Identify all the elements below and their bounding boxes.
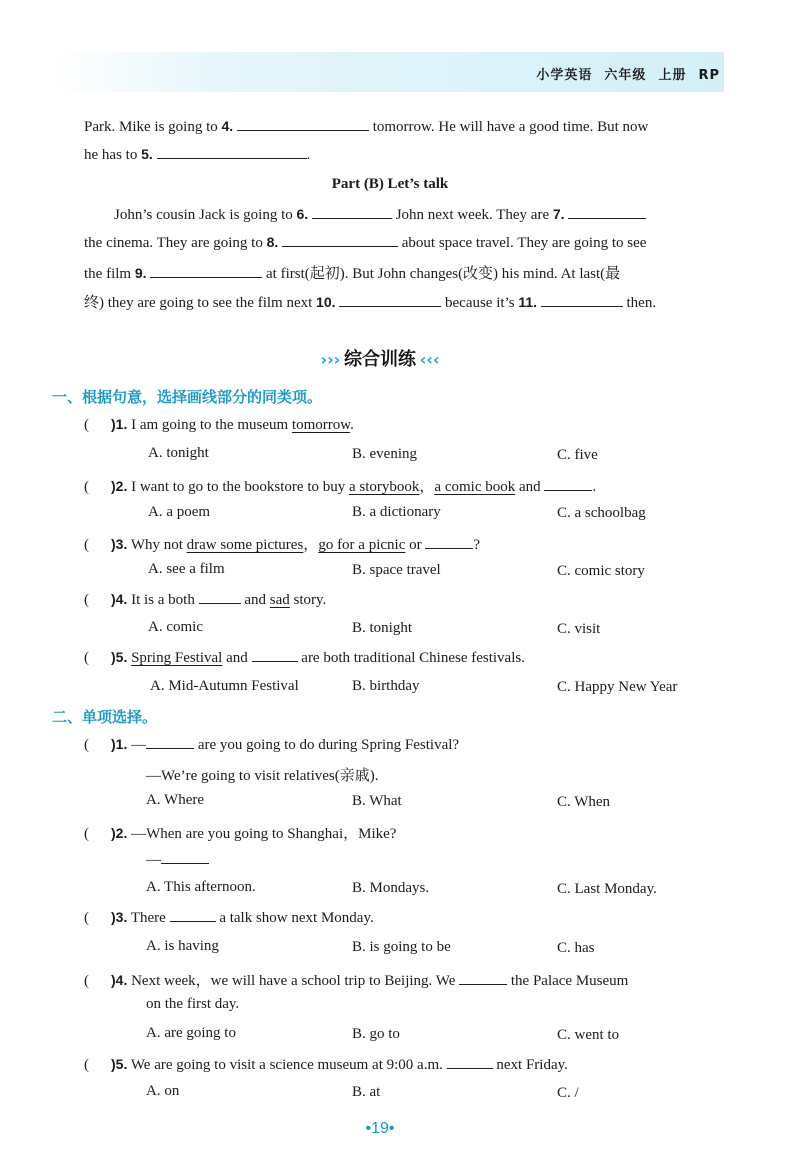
answer-blank-8[interactable]	[282, 245, 398, 247]
p2-q1-option-b[interactable]: B. What	[352, 793, 402, 809]
p1-q2-option-b[interactable]: B. a dictionary	[352, 504, 441, 520]
header-volume: 上册	[658, 68, 687, 83]
answer-blank[interactable]	[459, 983, 507, 985]
answer-blank[interactable]	[199, 602, 241, 604]
p1-q5-option-c[interactable]: C. Happy New Year	[557, 679, 678, 695]
answer-blank[interactable]	[425, 547, 473, 549]
p1-q2-option-c[interactable]: C. a schoolbag	[557, 505, 646, 521]
part1-heading: 一、根据句意，选择画线部分的同类项。	[52, 388, 323, 406]
p1-q2-option-a[interactable]: A. a poem	[148, 504, 211, 520]
section-title-row	[0, 345, 760, 371]
chevron-right-icon: ›››	[320, 350, 341, 369]
part2-heading: 二、单项选择。	[52, 708, 158, 726]
answer-blank[interactable]	[544, 489, 592, 491]
p2-q1-stem: ( )1. — are you going to do during Spring Festival?	[84, 736, 460, 753]
chevron-left-icon: ‹‹‹	[419, 350, 440, 369]
p1-q1-stem: ( )1. I am going to the museum tomorrow.	[84, 416, 354, 433]
passage-b-line2: the cinema. They are going to 8. about space travel. They are going to see	[84, 234, 647, 251]
p2-q4-option-a[interactable]: A. are going to	[146, 1025, 236, 1041]
passage-a-line1: Park. Mike is going to 4. tomorrow. He will have a good time. But now	[84, 118, 649, 135]
answer-blank-5[interactable]	[157, 157, 307, 159]
answer-blank[interactable]	[170, 920, 216, 922]
p2-q4-stem: ( )4. Next week，we will have a school trip to Beijing. We the Palace Museum	[84, 972, 629, 989]
p1-q3-option-b[interactable]: B. space travel	[352, 562, 441, 578]
p2-q3-stem: ( )3. There a talk show next Monday.	[84, 909, 374, 926]
p2-q2-reply: —	[146, 852, 209, 869]
p2-q1-reply: —We’re going to visit relatives(亲戚).	[146, 768, 379, 784]
p2-q3-option-a[interactable]: A. is having	[146, 938, 219, 954]
p2-q1-option-a[interactable]: A. Where	[146, 792, 205, 808]
p2-q5-option-a[interactable]: A. on	[146, 1083, 180, 1099]
p2-q4-continuation: on the first day.	[146, 996, 240, 1012]
p1-q3-option-c[interactable]: C. comic story	[557, 563, 645, 579]
passage-b-line3: the film 9. at first(起初). But John changes(改变) his mind. At last(最	[84, 265, 621, 282]
answer-blank-9[interactable]	[150, 276, 262, 278]
answer-blank-11[interactable]	[541, 305, 623, 307]
p2-q2-option-a[interactable]: A. This afternoon.	[146, 879, 256, 895]
answer-blank[interactable]	[252, 660, 298, 662]
p1-q4-option-b[interactable]: B. tonight	[352, 620, 413, 636]
p2-q2-option-c[interactable]: C. Last Monday.	[557, 881, 657, 897]
header-grade: 六年级	[604, 68, 647, 83]
section-title: 综合训练	[344, 349, 416, 370]
p2-q5-option-b[interactable]: B. at	[352, 1084, 381, 1100]
answer-blank-4[interactable]	[237, 129, 369, 131]
p1-q5-option-a[interactable]: A. Mid-Autumn Festival	[150, 678, 299, 694]
p1-q1-option-a[interactable]: A. tonight	[148, 445, 209, 461]
p1-q5-option-b[interactable]: B. birthday	[352, 678, 420, 694]
p2-q3-option-b[interactable]: B. is going to be	[352, 939, 451, 955]
p2-q5-option-c[interactable]: C. /	[557, 1085, 579, 1101]
p1-q1-option-b[interactable]: B. evening	[352, 446, 417, 462]
answer-blank-10[interactable]	[339, 305, 441, 307]
part-b-title: Part (B) Let’s talk	[331, 176, 449, 192]
p1-q3-option-a[interactable]: A. see a film	[148, 561, 225, 577]
p2-q4-option-c[interactable]: C. went to	[557, 1027, 620, 1043]
answer-blank[interactable]	[161, 862, 209, 864]
p1-q3-stem: ( )3. Why not draw some pictures，go for a picnic or ?	[84, 536, 481, 553]
p2-q2-stem: ( )2. —When are you going to Shanghai，Mike?	[84, 825, 397, 842]
page-number: •19•	[365, 1120, 395, 1137]
p2-q2-option-b[interactable]: B. Mondays.	[352, 880, 430, 896]
p1-q5-stem: ( )5. Spring Festival and are both traditional Chinese festivals.	[84, 649, 525, 666]
p1-q4-option-c[interactable]: C. visit	[557, 621, 601, 637]
p1-q4-stem: ( )4. It is a both and sad story.	[84, 591, 327, 608]
answer-blank[interactable]	[447, 1067, 493, 1069]
p1-q2-stem: ( )2. I want to go to the bookstore to buy a storybook，a comic book and .	[84, 478, 597, 495]
answer-blank-7[interactable]	[568, 217, 646, 219]
p1-q4-option-a[interactable]: A. comic	[148, 619, 203, 635]
passage-a-line2: he has to 5. .	[84, 146, 311, 163]
p2-q1-option-c[interactable]: C. When	[557, 794, 611, 810]
answer-blank-6[interactable]	[312, 217, 392, 219]
book-header	[524, 64, 720, 83]
passage-b-line1: John’s cousin Jack is going to 6. John next week. They are 7.	[114, 206, 646, 224]
header-edition: RP	[698, 68, 720, 83]
p2-q3-option-c[interactable]: C. has	[557, 940, 595, 956]
p2-q5-stem: ( )5. We are going to visit a science museum at 9:00 a.m. next Friday.	[84, 1056, 568, 1073]
passage-b-line4: 终) they are going to see the film next 10. because it’s 11. then.	[84, 294, 657, 311]
p2-q4-option-b[interactable]: B. go to	[352, 1026, 400, 1042]
answer-blank[interactable]	[146, 747, 194, 749]
p1-q1-option-c[interactable]: C. five	[557, 447, 598, 463]
header-subject: 小学英语	[536, 68, 593, 83]
